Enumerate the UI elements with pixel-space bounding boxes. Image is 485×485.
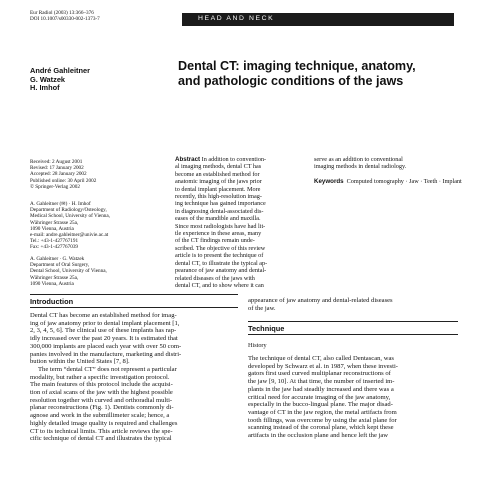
section-rule <box>30 294 238 295</box>
body-line: 2, 3, 4, 5, 6]. The clinical use of these implants has rap- <box>30 327 177 335</box>
address-line: Dental School, University of Vienna, <box>30 268 107 275</box>
abstract-line: of the CT findings remain unde- <box>175 237 255 245</box>
article-dates <box>30 159 160 190</box>
section-rule <box>248 321 458 322</box>
section-rule <box>248 334 458 335</box>
body-line: idly increased over the past 20 years. It is estimated that <box>30 335 178 343</box>
abstract-line: become an established method for <box>175 170 260 178</box>
affiliation-address <box>30 256 170 287</box>
abstract-line: scribed. The objective of this review <box>175 244 266 252</box>
abstract-line: In addition to convention- <box>201 156 267 163</box>
introduction-text <box>30 312 238 443</box>
body-line: tion of axial scans of the jaw with the highest possible <box>30 389 173 397</box>
body-line: The term “dental CT” does not represent a particular <box>38 365 177 373</box>
body-line: artifacts in the occlusion plane and hence left the jaw <box>248 432 389 440</box>
body-line: ing of jaw anatomy prior to dental implant placement [1, <box>30 319 180 327</box>
address-line: 1090 Vienna, Austria <box>30 225 74 232</box>
body-line: CT to its technical limits. This article reviews the spe- <box>30 427 173 435</box>
article-title-line: and pathologic conditions of the jaws <box>178 73 404 88</box>
introduction-continuation <box>248 297 458 312</box>
author-name: G. Watzek <box>30 74 66 84</box>
date-line: Published online: 30 April 2002 <box>30 177 97 184</box>
address-line: Department of Radiology/Osteology, <box>30 207 107 214</box>
abstract-line: to dental implant placement. More <box>175 185 261 193</box>
abstract-line: dental CT, to illustrate the typical ap- <box>175 259 268 267</box>
journal-meta <box>30 10 180 22</box>
abstract-line: recently, this high-resolution imag- <box>175 193 262 201</box>
keywords <box>314 178 464 185</box>
abstract-line: Since most radiologists have had lit- <box>175 222 266 230</box>
section-rule <box>30 307 238 308</box>
section-banner <box>182 13 454 26</box>
body-line: especially in the bucco-lingual plane. The major disad- <box>248 401 393 409</box>
body-line: Dental CT has become an established method for imag- <box>30 312 177 319</box>
body-line: agnose and work in the submillimeter scale; hence, a <box>30 412 170 420</box>
body-line: of the jaw. <box>248 304 276 312</box>
keywords-list: Computed tomography · Jaw · Teeth · Implant <box>346 177 462 185</box>
abstract-line: al imaging methods, dental CT has <box>175 163 262 171</box>
section-label: HEAD AND NECK <box>198 15 275 22</box>
correspondence-address <box>30 201 170 251</box>
body-line: plants in the jaw had steadily increased and there was a <box>248 385 394 393</box>
body-line: 300,000 implants are placed each year with over 50 com- <box>30 342 182 350</box>
body-line: the jaw [9, 10]. At that time, the number of inserted im- <box>248 378 395 386</box>
body-line: bution within the United States [7, 8]. <box>30 358 130 366</box>
abstract <box>175 156 308 289</box>
journal-citation: Eur Radiol (2003) 13:366–376 <box>30 10 94 16</box>
address-line: Department of Oral Surgery, <box>30 262 90 269</box>
body-line: tooth fillings, was overcome by using the axial plane for <box>248 416 397 424</box>
abstract-line: article is to present the technique of <box>175 252 264 260</box>
date-line: Accepted: 28 January 2002 <box>30 171 87 178</box>
body-line: panies involved in the manufacture, marketing and distri- <box>30 350 182 358</box>
phone-line: Tel.: +43-1-427767191 <box>30 238 79 245</box>
heading-technique: Technique <box>248 324 285 333</box>
date-line: Received: 2 August 2001 <box>30 159 83 165</box>
keywords-label: Keywords <box>314 177 344 185</box>
body-line: critical need for accurate imaging of the jaw anatomy, <box>248 393 391 401</box>
body-line: appearance of jaw anatomy and dental-related diseases <box>248 297 393 304</box>
address-line: 1090 Vienna, Austria <box>30 280 74 287</box>
date-line: Revised: 17 January 2002 <box>30 165 84 172</box>
abstract-line: imaging methods in dental radiology. <box>314 163 407 171</box>
address-line: Medical School, University of Vienna, <box>30 213 110 220</box>
abstract-label: Abstract <box>175 156 201 163</box>
technique-text <box>248 355 458 440</box>
body-line: gators first used curved multiplanar reconstructions of <box>248 370 391 378</box>
address-line: A. Gahleitner · G. Watzek <box>30 256 85 262</box>
abstract-continuation <box>314 156 464 185</box>
copyright-line: © Springer-Verlag 2002 <box>30 183 80 190</box>
article-title-line: Dental CT: imaging technique, anatomy, <box>178 59 416 73</box>
abstract-line: serve as an addition to conventional <box>314 156 403 163</box>
abstract-line: tle experience in these areas, many <box>175 230 262 238</box>
author-name: André Gahleitner <box>30 66 90 75</box>
body-line: vantage of CT in the jaw region, the metal artifacts from <box>248 408 397 416</box>
abstract-line: dental CT, and to show where it can <box>175 281 264 289</box>
body-line: resolution together with curved and orthoradial multi- <box>30 396 173 404</box>
abstract-line: related diseases of the jaws with <box>175 274 255 282</box>
body-line: developed by Schwarz et al. in 1987, when these investi- <box>248 362 398 370</box>
body-line: The technique of dental CT, also called Dentascan, was <box>248 355 394 362</box>
body-line: modality, but rather a specific investigation protocol. <box>30 373 170 381</box>
author-list <box>30 67 160 93</box>
abstract-line: ing technique has gained importance <box>175 200 266 208</box>
email-line: e-mail: andre.gahleitner@univie.ac.at <box>30 232 109 239</box>
body-line: highly detailed image quality is required and challenges <box>30 419 178 427</box>
journal-doi: DOI 10.1007/s00330-002-1373-7 <box>30 16 100 23</box>
fax-line: Fax: +43-1-427767039 <box>30 244 79 251</box>
address-line: A. Gahleitner (✉) · H. Imhof <box>30 201 91 207</box>
article-title <box>178 59 468 88</box>
body-line: The main features of this protocol include the acquisi- <box>30 381 173 389</box>
body-line: cific technique of dental CT and illustrates the typical <box>30 435 172 443</box>
address-line: Währinger Strasse 25a, <box>30 219 79 226</box>
body-line: scanning instead of the coronal plane, which kept these <box>248 424 394 432</box>
abstract-line: eases of the mandible and maxilla. <box>175 215 261 223</box>
body-line: planar reconstructions (Fig. 1). Dentists commonly di- <box>30 404 174 412</box>
abstract-line: in diagnosing dental-associated dis- <box>175 207 264 215</box>
address-line: Währinger Strasse 25a, <box>30 274 79 281</box>
abstract-line: pearance of jaw anatomy and dental- <box>175 267 267 275</box>
heading-introduction: Introduction <box>30 297 74 306</box>
abstract-line: anatomic imaging of the jaws prior <box>175 178 262 186</box>
subheading-history: History <box>248 342 267 349</box>
author-name: H. Imhof <box>30 83 60 93</box>
